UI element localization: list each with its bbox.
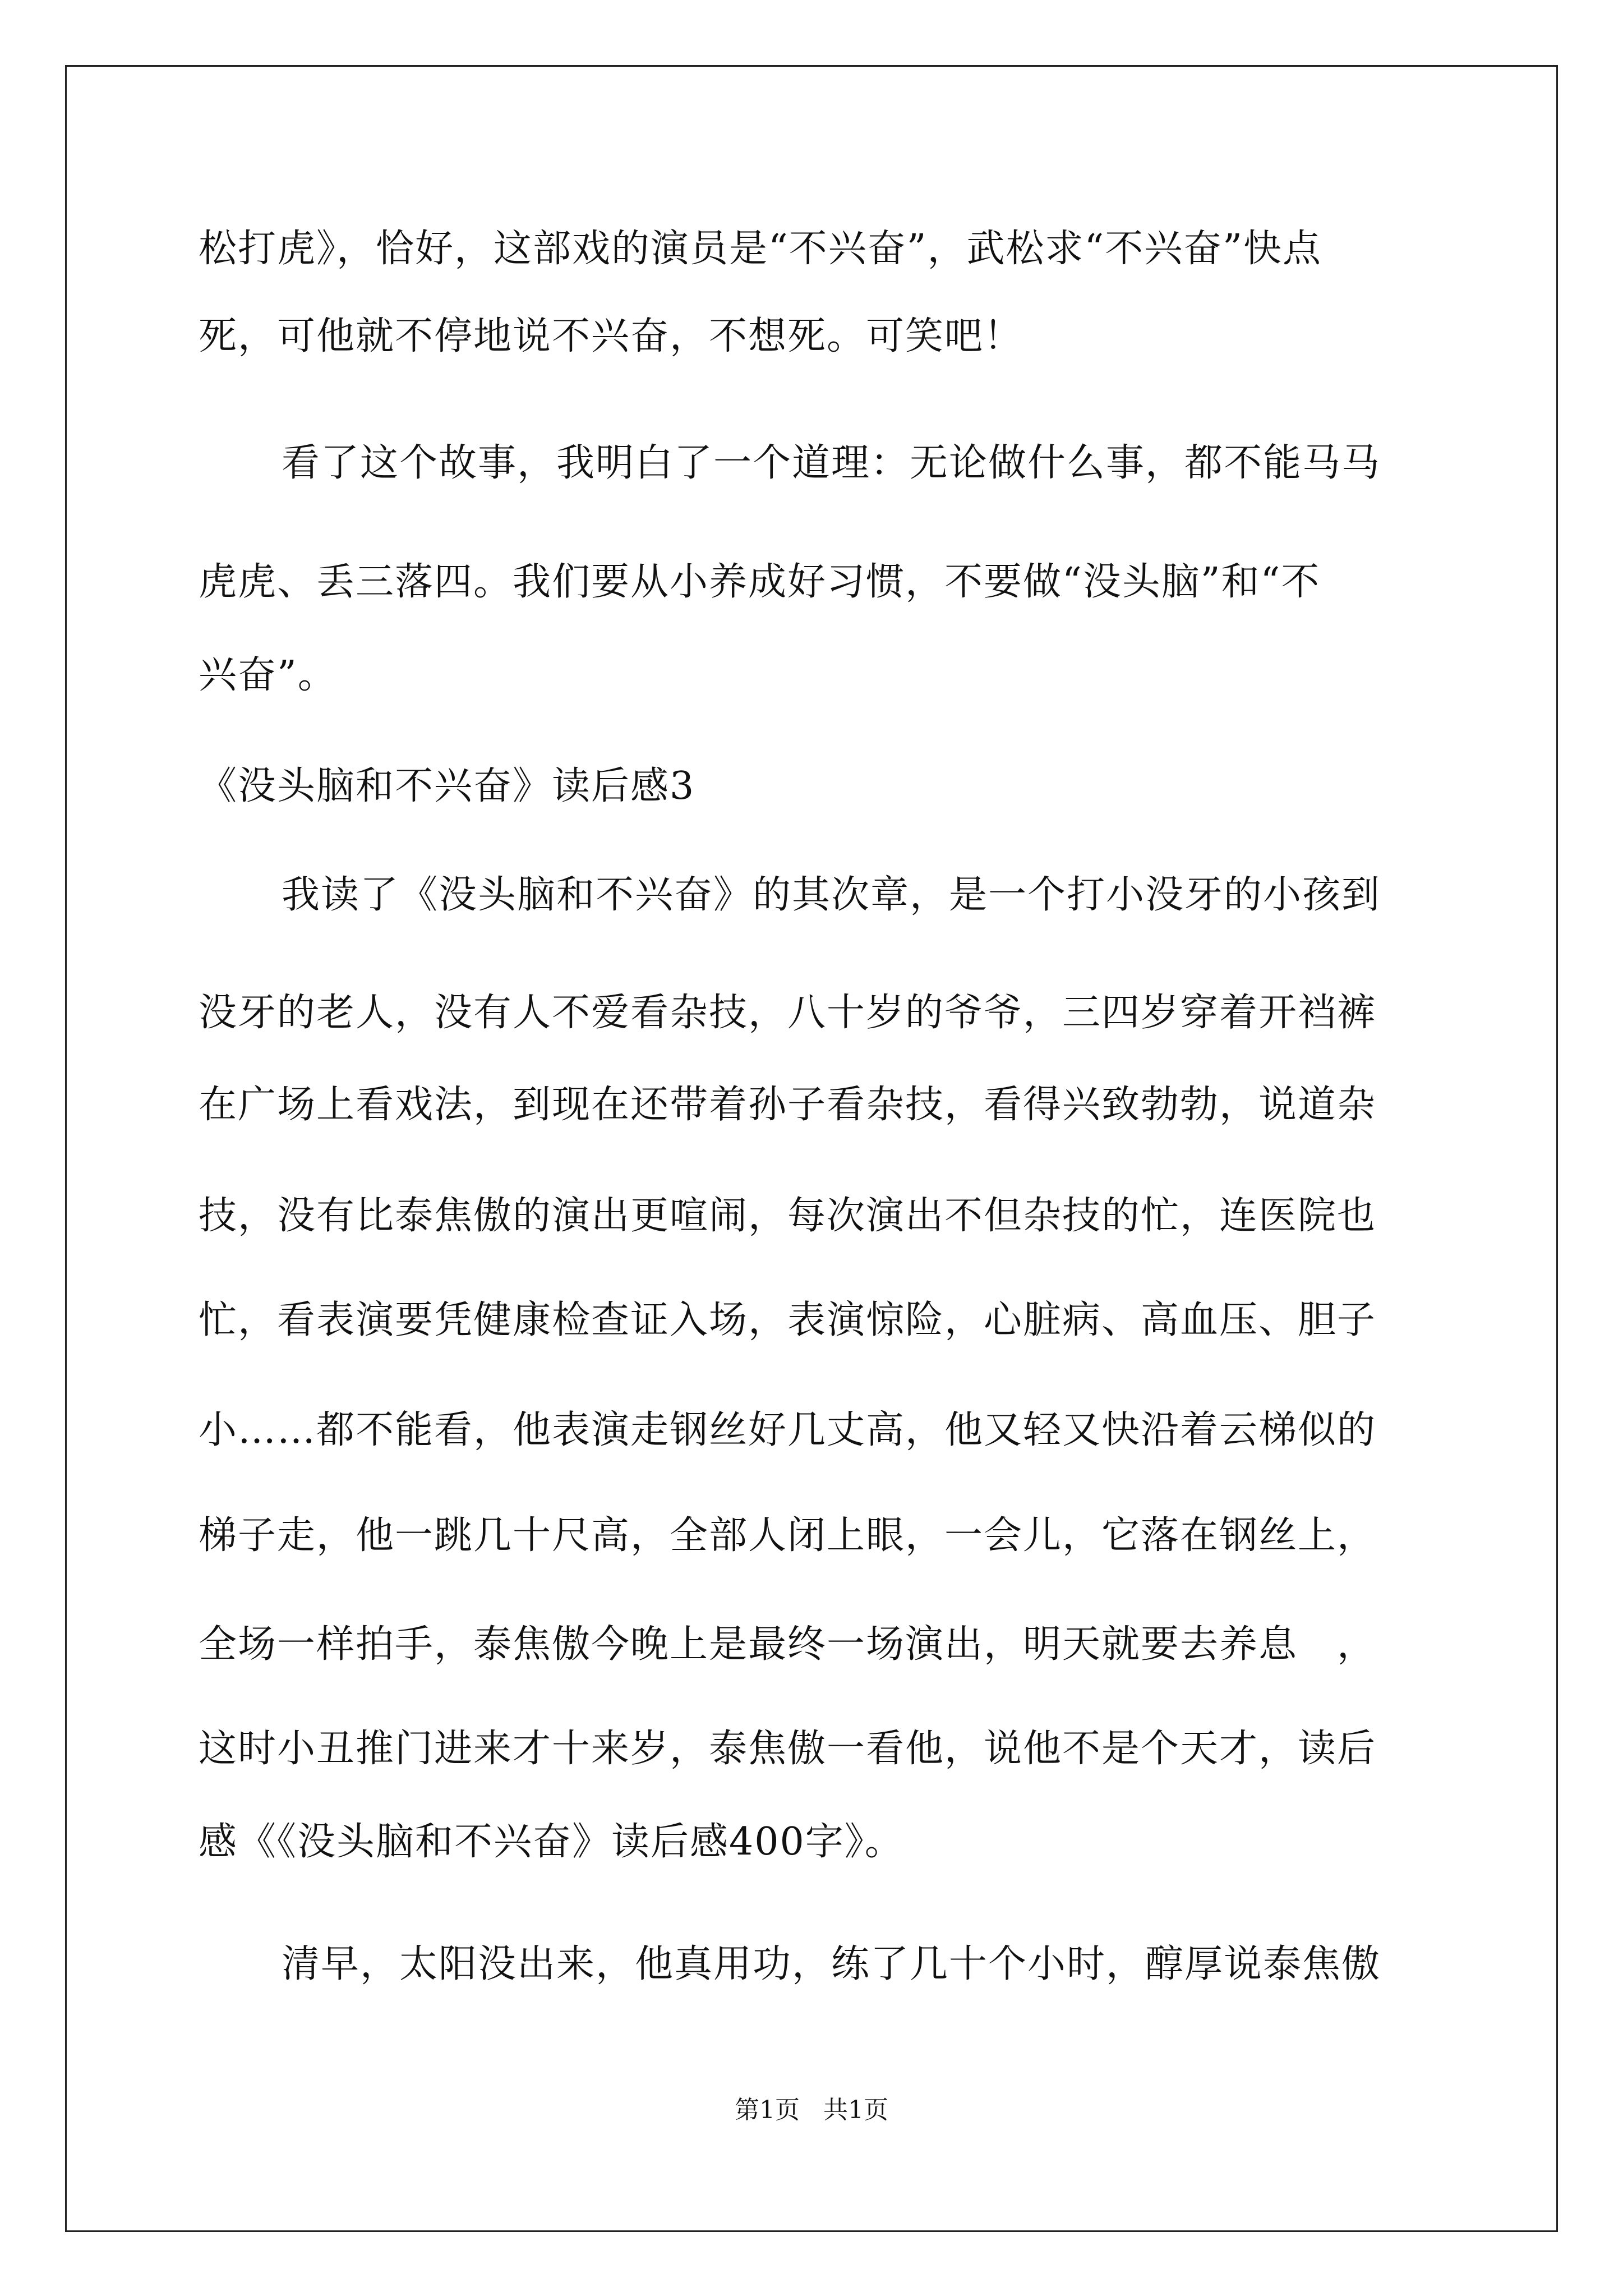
text-line: 看了这个故事，我明白了一个道理：无论做什么事，都不能马马 <box>282 441 1381 485</box>
text-line: 全场一样拍手，泰焦傲今晚上是最终一场演出，明天就要去养息 ， <box>199 1622 1377 1667</box>
text-line: 死，可他就不停地说不兴奋，不想死。可笑吧！ <box>199 314 1023 358</box>
text-line: 没牙的老人，没有人不爱看杂技，八十岁的爷爷，三四岁穿着开裆裤 <box>199 991 1377 1035</box>
section-heading: 《没头脑和不兴奋》读后感3 <box>199 764 695 808</box>
text-line: 在广场上看戏法，到现在还带着孙子看杂技，看得兴致勃勃，说道杂 <box>199 1083 1377 1127</box>
text-line: 感《《没头脑和不兴奋》读后感400字》。 <box>199 1820 904 1864</box>
text-line: 松打虎》，恰好，这部戏的演员是“不兴奋”，武松求“不兴奋”快点 <box>199 227 1322 271</box>
text-line: 清早，太阳没出来，他真用功，练了几十个小时，醇厚说泰焦傲 <box>282 1942 1381 1986</box>
text-line: 我读了《没头脑和不兴奋》的其次章，是一个打小没牙的小孩到 <box>282 873 1381 917</box>
text-line: 技，没有比泰焦傲的演出更喧闹，每次演出不但杂技的忙，连医院也 <box>199 1194 1377 1238</box>
page-border <box>65 65 1558 2232</box>
text-line: 虎虎、丢三落四。我们要从小养成好习惯，不要做“没头脑”和“不 <box>199 560 1321 604</box>
text-line: 梯子走，他一跳几十尺高，全部人闭上眼，一会儿，它落在钢丝上， <box>199 1513 1377 1558</box>
page-footer: 第1页 共1页 <box>735 2096 888 2124</box>
text-line: 忙，看表演要凭健康检查证入场，表演惊险，心脏病、高血压、胆子 <box>199 1298 1377 1342</box>
text-line: 这时小丑推门进来才十来岁，泰焦傲一看他，说他不是个天才，读后 <box>199 1727 1377 1771</box>
text-line: 小……都不能看，他表演走钢丝好几丈高，他又轻又快沿着云梯似的 <box>199 1408 1377 1452</box>
text-line: 兴奋”。 <box>199 653 337 697</box>
